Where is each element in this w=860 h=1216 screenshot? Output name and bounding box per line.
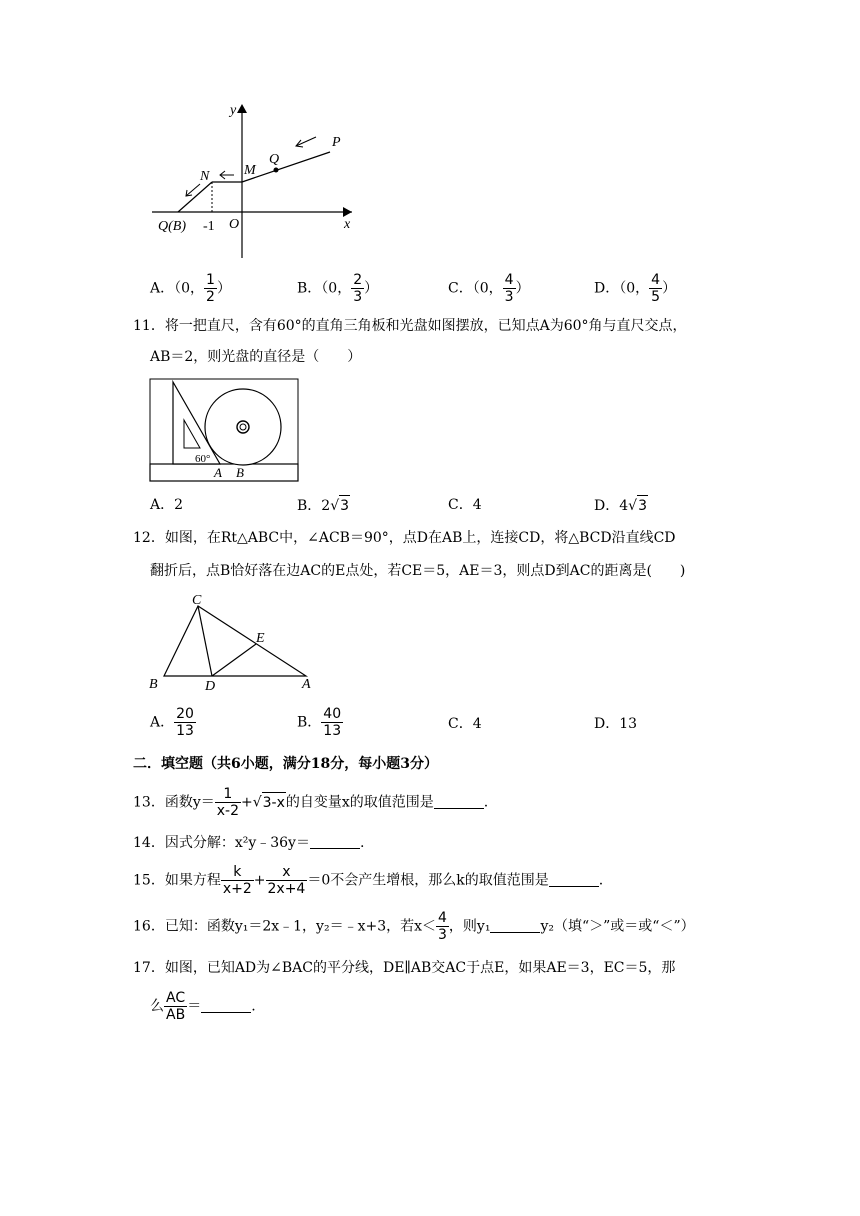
ruler: [150, 464, 298, 481]
q12-figure: [146, 592, 318, 694]
fraction: $\frac{x}{2x+4}$: [267, 864, 306, 897]
q16: 16．已知：函数y₁＝2x﹣1，y₂＝﹣x+3，若x＜ $\frac{4}{3}$ ，则y₁ y₂（填“＞”或＝或“＜”）: [133, 910, 695, 943]
q12-option-c[interactable]: C．4: [448, 716, 482, 732]
fraction: $\frac{4}{5}$: [651, 272, 661, 305]
q15: 15．如果方程 $\frac{k}{x+2}$ + $\frac{x}{2x+4}$ ＝0不会产生增根，那么k的取值范围是 .: [133, 864, 604, 897]
q11-option-a[interactable]: A．2: [150, 497, 184, 513]
section-title: 二．填空题（共6小题，满分18分，每小题3分）: [133, 756, 438, 772]
label-a: A: [214, 465, 222, 480]
answer-blank[interactable]: [310, 834, 360, 849]
q12-option-b[interactable]: B． $\frac{40}{13}$: [297, 706, 342, 739]
fraction: $\frac{2}{3}$: [353, 272, 363, 305]
fraction: $\frac{AC}{AB}$: [166, 990, 186, 1023]
q10-option-c[interactable]: C．（0， $\frac{4}{3}$ ）: [448, 272, 530, 305]
fraction: $\frac{40}{13}$: [323, 706, 342, 739]
label-qb: Q(B): [158, 219, 186, 234]
label-x: x: [344, 217, 351, 232]
fraction: $\frac{20}{13}$: [176, 706, 194, 739]
q11-line1: 11．将一把直尺，含有60°的直角三角板和光盘如图摆放，已知点A为60°角与直尺交点，: [133, 318, 687, 334]
label-m: M: [244, 163, 256, 178]
answer-blank[interactable]: [490, 918, 540, 933]
point-q: [274, 168, 279, 173]
q10-option-d[interactable]: D．（0， $\frac{4}{5}$ ）: [594, 272, 677, 305]
fraction: $\frac{4}{3}$: [438, 910, 447, 943]
label-b: B: [236, 465, 244, 480]
q12-line2: 翻折后，点B恰好落在边AC的E点处，若CE＝5，AE＝3，则点D到AC的距离是( ): [150, 563, 686, 579]
q11-option-c[interactable]: C．4: [448, 497, 482, 513]
q11-figure: [148, 378, 300, 484]
q11-line2: AB＝2，则光盘的直径是（ ）: [150, 349, 362, 365]
q13: 13．函数y＝ $\frac{1}{x-2}$ +√3-x的自变量x的取值范围是 .: [133, 786, 489, 819]
answer-blank[interactable]: [549, 872, 599, 887]
fraction: $\frac{k}{x+2}$: [222, 864, 252, 897]
q10-option-b[interactable]: B．（0， $\frac{2}{3}$ ）: [297, 272, 379, 305]
q11-option-d[interactable]: D．4√3: [594, 495, 648, 516]
q10-option-a[interactable]: A．（0， $\frac{1}{2}$ ）: [150, 272, 231, 305]
q10-figure: [148, 100, 360, 260]
answer-blank[interactable]: [434, 794, 484, 809]
q12-line1: 12．如图，在Rt△ABC中，∠ACB＝90°，点D在AB上，连接CD，将△BCD沿直线CD: [133, 530, 676, 546]
fraction: $\frac{1}{x-2}$: [216, 786, 239, 819]
label-y: y: [230, 103, 237, 118]
q12-option-a[interactable]: A． $\frac{20}{13}$: [150, 706, 194, 739]
label-angle: 60°: [195, 453, 211, 465]
q12-option-d[interactable]: D．13: [594, 716, 638, 732]
fraction: $\frac{4}{3}$: [504, 272, 514, 305]
label-d: D: [205, 679, 216, 694]
label-c: C: [192, 593, 202, 608]
label-neg1: -1: [203, 219, 215, 234]
label-n: N: [200, 169, 210, 184]
label-p: P: [332, 135, 341, 150]
q17-line1: 17．如图，已知AD为∠BAC的平分线，DE∥AB交AC于点E，如果AE＝3，EC＝5，那: [133, 960, 676, 976]
label-a: A: [302, 677, 311, 692]
q11-option-b[interactable]: B．2√3: [297, 495, 350, 516]
label-o: O: [229, 217, 240, 232]
label-e: E: [256, 631, 265, 646]
label-q: Q: [269, 152, 280, 167]
fraction: $\frac{1}{2}$: [206, 272, 215, 305]
answer-blank[interactable]: [201, 998, 251, 1013]
label-b: B: [149, 677, 158, 692]
q17-line2: 么 $\frac{AC}{AB}$ ＝ .: [150, 990, 256, 1023]
q14: 14．因式分解：x²y﹣36y＝ .: [133, 835, 365, 851]
